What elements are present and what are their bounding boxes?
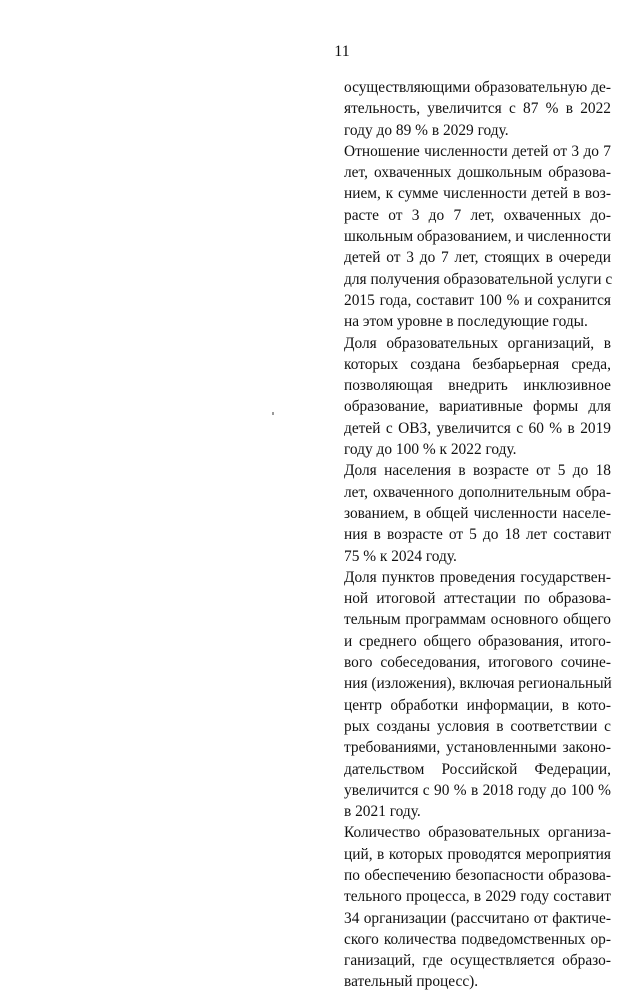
text-line: по обеспечению безопасности образова- — [344, 866, 611, 884]
text-line: ния (изложения), включая региональный — [344, 675, 612, 693]
text-line: тельного процесса, в 2029 году составит — [344, 888, 611, 906]
text-line: 34 организации (рассчитано от фактиче- — [344, 909, 611, 927]
text-line: детей от 3 до 7 лет, стоящих в очереди — [344, 249, 611, 267]
text-line: ной итоговой аттестации по образова- — [344, 590, 611, 608]
text-line: ятельность, увеличится с 87 % в 2022 — [344, 100, 611, 118]
text-line: и среднего общего образования, итого- — [344, 632, 611, 650]
text-line: образование, вариативные формы для — [344, 398, 611, 416]
text-line: расте от 3 до 7 лет, охваченных до- — [344, 206, 611, 224]
paragraph — [344, 822, 611, 992]
text-line: 75 % к 2024 году. — [344, 547, 457, 565]
text-line: Количество образовательных организа- — [344, 824, 611, 842]
text-line: центр обработки информации, в кото- — [344, 696, 611, 714]
text-column — [344, 77, 611, 993]
text-line: году до 89 % в 2029 году. — [344, 121, 509, 139]
text-line: детей с ОВЗ, увеличится с 60 % в 2019 — [344, 419, 611, 437]
text-line: ганизаций, где осуществляется образо- — [344, 952, 611, 970]
paragraph — [344, 77, 611, 141]
text-line: лет, охваченного дополнительным обра- — [344, 483, 611, 501]
text-line: которых создана безбарьерная среда, — [344, 355, 611, 373]
text-line: дательством Российской Федерации, — [344, 760, 611, 778]
text-line: лет, охваченных дошкольным образова- — [344, 164, 611, 182]
text-line: Отношение численности детей от 3 до 7 — [344, 142, 611, 160]
text-line: вательный процесс). — [344, 973, 479, 991]
text-line: требованиями, установленными законо- — [344, 739, 611, 757]
text-line: тельным программам основного общего — [344, 611, 611, 629]
paragraph — [344, 567, 611, 823]
text-line: ния в возрасте от 5 до 18 лет составит — [344, 526, 611, 544]
text-line: ций, в которых проводятся мероприятия — [344, 845, 611, 863]
paragraph — [344, 460, 611, 566]
text-line: нием, к сумме численности детей в воз- — [344, 185, 611, 203]
text-line: в 2021 году. — [344, 803, 421, 821]
text-line: 2015 года, составит 100 % и сохранится — [344, 291, 611, 309]
text-line: позволяющая внедрить инклюзивное — [344, 377, 611, 395]
text-line: для получения образовательной услуги с — [344, 270, 613, 288]
text-line: Доля образовательных организаций, в — [344, 334, 611, 352]
text-line: вого собеседования, итогового сочине- — [344, 654, 611, 672]
text-line: школьным образованием, и численности — [344, 228, 612, 246]
text-line: ского количества подведомственных ор- — [344, 930, 611, 948]
text-line: году до 100 % к 2022 году. — [344, 441, 517, 459]
text-line: зованием, в общей численности населе- — [344, 504, 611, 522]
text-line: Доля населения в возрасте от 5 до 18 — [344, 462, 611, 480]
text-line: осуществляющими образовательную де- — [344, 79, 611, 96]
text-line: на этом уровне в последующие годы. — [344, 313, 588, 331]
text-line: Доля пунктов проведения государствен- — [344, 568, 611, 586]
paragraph — [344, 333, 611, 461]
page-number: 11 — [334, 43, 350, 60]
scan-speck — [272, 412, 274, 415]
paragraph — [344, 141, 611, 333]
text-line: рых созданы условия в соответствии с — [344, 717, 611, 735]
text-line: увеличится с 90 % в 2018 году до 100 % — [344, 781, 611, 799]
